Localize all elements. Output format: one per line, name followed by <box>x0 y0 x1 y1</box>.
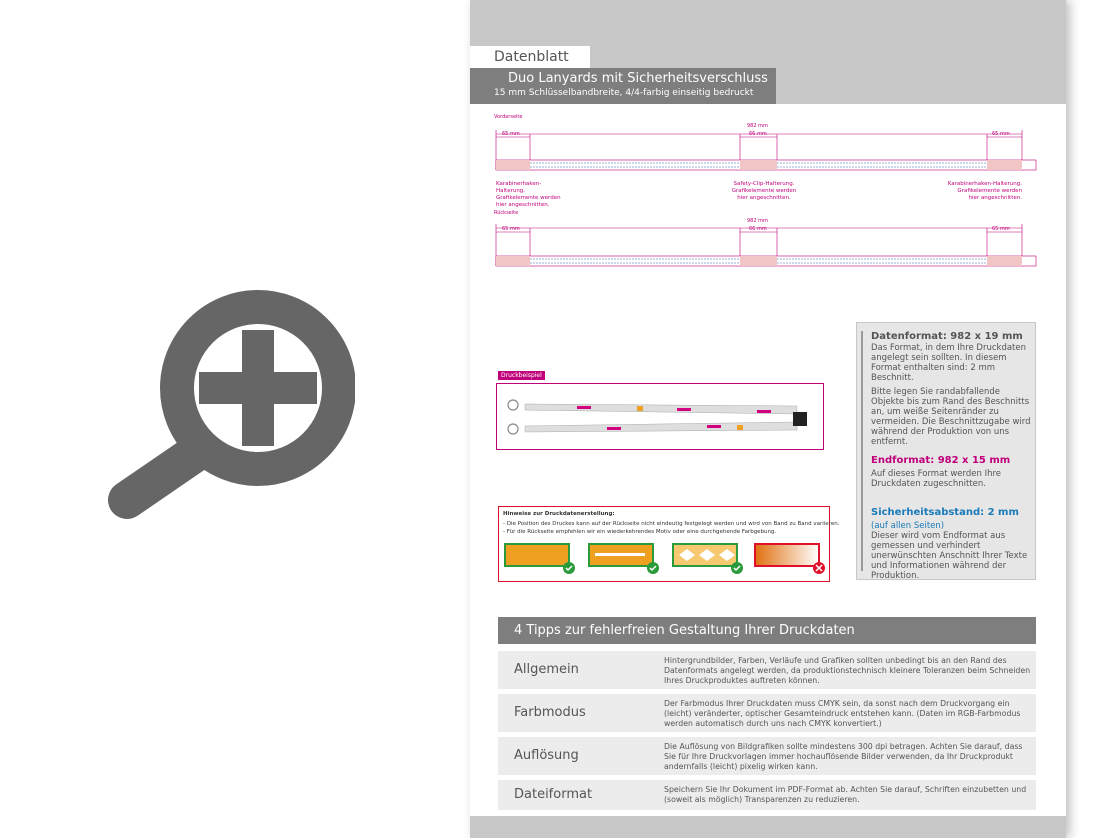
front-strip-drawing <box>490 120 1046 180</box>
product-title-bar <box>470 68 776 104</box>
hint-line-2: - Für die Rückseite empfehlen wir ein wiederkehrendes Motiv oder eine durchgehende Farbgebung. <box>503 529 777 535</box>
mid-length: 66 mm <box>749 131 767 137</box>
safety-margin-sub: (auf allen Seiten) <box>871 521 945 531</box>
tip-text: Der Farbmodus Ihrer Druckdaten muss CMYK sein, da sonst nach dem Druckvorgang ein (leicht) veränderter, optischer Gesamteindruck entstehen kann. (Daten im RGB-Farbmodus werden automatisch durch uns nach CMYK konvertiert.) <box>664 699 1021 728</box>
total-length-label: 982 mm <box>747 123 768 129</box>
back-label: Rückseite <box>494 210 519 216</box>
tip-row <box>498 780 1036 810</box>
back-mid-length: 66 mm <box>749 226 767 232</box>
tip-label: Allgemein <box>514 662 579 677</box>
tip-text: Die Auflösung von Bildgrafiken sollte mindestens 300 dpi betragen. Achten Sie darauf, dass Sie für Ihre Druckvorlagen immer hochauflösende Bilder verwenden, da Ihr Druckprodukt andernfalls (leicht) pixelig wirken kann. <box>664 742 1023 771</box>
hint-line-1: - Die Position des Druckes kann auf der Rückseite nicht eindeutig festgelegt werden und wird von Band zu Band variieren. <box>503 521 840 527</box>
data-format-title: Datenformat: 982 x 19 mm <box>871 331 1023 342</box>
left-end-length: 65 mm <box>502 131 520 137</box>
info-accent-bar <box>861 331 863 571</box>
datasheet-page <box>470 0 1066 838</box>
zoom-in-icon[interactable] <box>105 290 355 520</box>
tip-label: Farbmodus <box>514 705 586 720</box>
mid-part-note: Safety-Clip-Halterung. Grafikelemente werden hier angeschnitten. <box>731 181 797 201</box>
footer-band <box>470 816 1066 838</box>
tip-row <box>498 651 1036 689</box>
tip-label: Auflösung <box>514 748 579 763</box>
tip-text: Speichern Sie Ihr Dokument im PDF-Format ab. Achten Sie darauf, Schriften einzubetten und (soweit als möglich) Transparenzen zu reduzieren. <box>664 785 1027 804</box>
back-right-length: 65 mm <box>992 226 1010 232</box>
tip-text: Hintergrundbilder, Farben, Verläufe und Grafiken sollten unbedingt bis an den Rand des Datenformats angelegt werden, da produktionstechnisch kleinere Toleranzen beim Schneiden Ihres Druckproduktes auftreten können. <box>664 656 1031 685</box>
right-part-note: Karabinerhaken-Halterung. Grafikelemente werden hier angeschnitten. <box>947 181 1022 201</box>
back-strip-drawing <box>490 216 1046 272</box>
print-example-label: Druckbeispiel <box>498 371 545 380</box>
tip-row <box>498 694 1036 732</box>
print-example-box <box>496 383 824 450</box>
data-format-text: Das Format, in dem Ihre Druckdaten angelegt sein sollten. In diesem Format enthalten sind: 2 mm Beschnitt. <box>871 343 1027 383</box>
tip-row <box>498 737 1036 775</box>
right-end-length: 65 mm <box>992 131 1010 137</box>
back-left-length: 65 mm <box>502 226 520 232</box>
datasheet-tab-label: Datenblatt <box>470 46 590 68</box>
tips-heading: 4 Tipps zur fehlerfreien Gestaltung Ihrer Druckdaten <box>498 617 1036 644</box>
back-total-length: 982 mm <box>747 218 768 224</box>
safety-margin-title: Sicherheitsabstand: 2 mm <box>871 507 1019 518</box>
product-subtitle: 15 mm Schlüsselbandbreite, 4/4-farbig einseitig bedruckt <box>494 88 754 98</box>
lanyard-illustration <box>497 384 823 449</box>
end-format-text: Auf dieses Format werden Ihre Druckdaten zugeschnitten. <box>871 469 1001 489</box>
end-format-title: Endformat: 982 x 15 mm <box>871 455 1011 466</box>
product-title: Duo Lanyards mit Sicherheitsverschluss <box>508 71 768 86</box>
front-label: Vorderseite <box>494 114 523 120</box>
hint-examples <box>503 541 829 579</box>
tip-label: Dateiformat <box>514 787 593 802</box>
format-info-box <box>856 322 1036 580</box>
hints-title: Hinweise zur Druckdatenerstellung: <box>503 511 615 517</box>
print-hints-box <box>498 506 840 582</box>
safety-margin-text: Dieser wird vom Endformat aus gemessen und verhindert unerwünschten Anschnitt Ihrer Texte und Informationen während der Produktion. <box>871 531 1028 581</box>
data-format-text-2: Bitte legen Sie randabfallende Objekte bis zum Rand des Beschnitts an, um weiße Seitenränder zu vermeiden. Die Beschnittzugabe wird während der Produktion von uns entfernt. <box>871 387 1031 447</box>
left-part-note: Karabinerhaken-Halterung. Grafikelemente werden hier angeschnitten. <box>496 181 561 208</box>
